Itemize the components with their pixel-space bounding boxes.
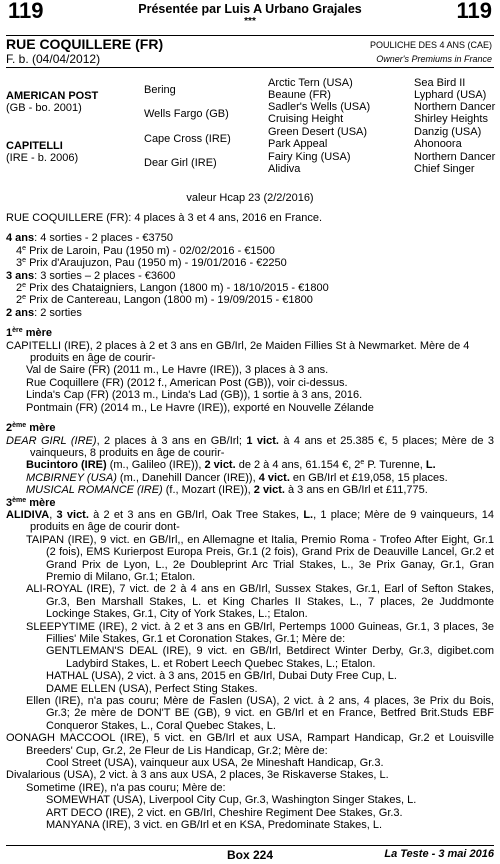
box-number: Box 224 [226,848,274,862]
gen4-item: Ahonoora [414,138,462,150]
gen3-item: Sadler's Wells (USA) [268,101,371,113]
produce: MCBIRNEY (USA) (m., Danehill Dancer (IRE)), 4 vict. en GB/Irl et £19,058, 15 places. [26,471,448,484]
horse-name: RUE COQUILLERE (FR) [6,36,164,52]
gen4-item: Danzig (USA) [414,126,482,138]
produce: Cool Street (USA), vainqueur aux USA, 2e Mineshaft Handicap, Gr.3. [46,757,384,770]
produce: OONAGH MACCOOL (IRE), 5 vict. en GB/Irl et aux USA, Rampart Handicap, Gr.2 et Louisville Breeders' Cup, Gr.2, 2e Fleur de Lis Handicap, Gr.2; Mère de: [6,732,494,757]
lot-number-right: 119 [456,0,492,23]
record-line: 4e Prix de Laroin, Pau (1950 m) - 02/02/2016 - €1500 [16,244,275,257]
presented-by: Présentée par Luis A Urbano Grajales [138,2,362,16]
produce: SOMEWHAT (USA), Liverpool City Cup, Gr.3, Washington Singer Stakes, L. [46,794,417,807]
gen2-item: Dear Girl (IRE) [144,157,217,169]
produce: Val de Saire (FR) (2011 m., Le Havre (IRE)), 3 places à 3 ans. [26,364,329,377]
gen3-item: Fairy King (USA) [268,151,351,163]
gen4-item: Northern Dancer [414,101,496,113]
record-3ans: 3 ans: 3 sorties – 2 places - €3600 [6,269,176,282]
dam-info: (IRE - b. 2006) [6,152,79,164]
gen3-item: Park Appeal [268,138,328,150]
sale-date: La Teste - 3 mai 2016 [384,848,494,860]
pedigree-rule [6,67,494,68]
gen4-item: Sea Bird II [414,77,466,89]
third-dam-title: 3ème mère [6,496,56,509]
gen3-item: Alidiva [268,163,301,175]
lot-number-left: 119 [8,0,44,23]
produce: GENTLEMAN'S DEAL (IRE), 9 vict. en GB/Irl, Betdirect Winter Derby, Gr.3, digibet.com Ladybird Stakes, L. et Robert Leech Quebec Stakes, L.; Etalon. [46,645,494,670]
record-line: 2e Prix de Cantereau, Langon (1800 m) - 19/09/2015 - €1800 [16,294,313,307]
produce: Divalarious (USA), 2 vict. à 3 ans aux USA, 2 places, 3e Riskaverse Stakes, L. [6,769,389,782]
produce: HATHAL (USA), 2 vict. à 3 ans, 2015 en GB/Irl, Dubai Duty Free Cup, L. [46,670,397,683]
produce: TAIPAN (IRE), 9 vict. en GB/Irl,, en Allemagne et Italia, Premio Roma - Trofeo After Eight, Gr.1 (2 fois), EMS Kurierpost Europa Preis, Gr.1 (2 fois), Grand Prix de Deauville Lancel, Gr.2 et Grand Prix de Lyon, L., 2e Doubleprint Arc Trial Stakes, L., 3e Prix Ganay, Gr.1, Gran Premio di Milano, Gr.1; Etalon. [26,533,494,583]
horse-info: F. b. (04/04/2012) [6,52,101,66]
gen4-item: Northern Dancer [414,151,496,163]
gen4-item: Shirley Heights [414,113,488,125]
produce: Ellen (IRE), n'a pas couru; Mère de Faslen (USA), 2 vict. à 2 ans, 4 places, 3e Prix du Bois, Gr.3; 2e mère de DON'T BE (GB), 9 vict. en GB/Irl et en France, Betfred Brit.Studs EBF Conqueror Stakes, L., Coral Quebec Stakes, L. [26,695,494,732]
race-record-section [6,212,494,832]
produce: ALI-ROYAL (IRE), 7 vict. de 2 à 4 ans en GB/Irl, Sussex Stakes, Gr.1, Earl of Sefton Stakes, Gr.3, Ben Marshall Stakes, L. et King Charles II Stakes, L., 7 places, 2e Juddmonte Lockinge Stakes, Gr.1, City of York Stakes, L.; Etalon. [26,583,494,621]
owner-premiums: Owner's Premiums in France [376,54,492,64]
produce: MUSICAL ROMANCE (IRE) (f., Mozart (IRE)), 2 vict. à 3 ans en GB/Irl et £11,775. [26,484,428,497]
produce: Pontmain (FR) (2014 m., Le Havre (IRE)), exporté en Nouvelle Zélande [26,401,374,414]
record-2ans: 2 ans: 2 sorties [6,306,82,319]
produce: MANYANA (IRE), 3 vict. en GB/Irl et en KSA, Predominate Stakes, L. [46,819,383,832]
gen3-item: Cruising Height [268,113,344,125]
gen2-item: Cape Cross (IRE) [144,133,231,145]
record-4ans: 4 ans: 4 sorties - 2 places - €3750 [6,232,173,245]
footer-rule [6,845,494,846]
gen4-item: Lyphard (USA) [414,89,487,101]
second-dam-intro: DEAR GIRL (IRE), 2 places à 3 ans en GB/Irl; 1 vict. à 4 ans et 25.385 €, 5 places; Mère de 3 vainqueurs, 8 produits en âge de courir- [6,434,495,459]
gen2-item: Wells Fargo (GB) [144,108,229,120]
third-dam-intro: ALIDIVA, 3 vict. à 2 et 3 ans en GB/Irl, Oak Tree Stakes, L., 1 place; Mère de 9 vainqueurs, 14 produits en âge de courir dont- [6,508,494,534]
produce: Linda's Cap (FR) (2013 m., Linda's Lad (GB)), 1 sortie à 3 ans, 2016. [26,389,363,402]
sire-name: AMERICAN POST [6,90,99,102]
stars: *** [244,16,256,27]
gen4-item: Chief Singer [414,163,475,175]
gen3-item: Beaune (FR) [268,89,331,101]
gen3-item: Green Desert (USA) [268,126,368,138]
record-line: 3e Prix d'Araujuzon, Pau (1950 m) - 19/01/2016 - €2250 [16,257,287,270]
gen3-item: Arctic Tern (USA) [268,77,353,89]
gen2-item: Bering [144,84,176,96]
produce: DAME ELLEN (USA), Perfect Sting Stakes. [46,682,258,695]
produce: Sometime (IRE), n'a pas couru; Mère de: [26,781,226,794]
horse-category: POULICHE DES 4 ANS (CAE) [369,40,492,50]
produce: SLEEPYTIME (IRE), 2 vict. à 2 et 3 ans en GB/Irl, Pertemps 1000 Guineas, Gr.1, 3 places, 3e Fillies' Mile Stakes, Gr.1 et Coronation Stakes, Gr.1; Mère de: [26,620,494,645]
first-dam-title: 1ère mère [6,327,52,340]
summary: RUE COQUILLERE (FR): 4 places à 3 et 4 ans, 2016 en France. [6,212,323,224]
produce: ART DECO (IRE), 2 vict. en GB/Irl, Cheshire Regiment Dee Stakes, Gr.3. [46,806,403,819]
record-line: 2e Prix des Chataigniers, Langon (1800 m) - 18/10/2015 - €1800 [16,282,329,295]
first-dam-intro: CAPITELLI (IRE), 2 places à 2 et 3 ans en GB/Irl, 2e Maiden Fillies St à Newmarket. Mère de 4 produits en âge de courir- [6,339,470,365]
produce: Bucintoro (IRE) (m., Galileo (IRE)), 2 vict. de 2 à 4 ans, 61.154 €, 2e P. Turenne, L. [26,459,436,472]
dam-name: CAPITELLI [6,140,63,152]
produce: Rue Coquillere (FR) (2012 f., American Post (GB)), voir ci-dessus. [26,376,348,389]
second-dam-title: 2ème mère [6,422,56,435]
handicap-value: valeur Hcap 23 (2/2/2016) [186,192,314,204]
sire-info: (GB - bo. 2001) [6,102,82,114]
